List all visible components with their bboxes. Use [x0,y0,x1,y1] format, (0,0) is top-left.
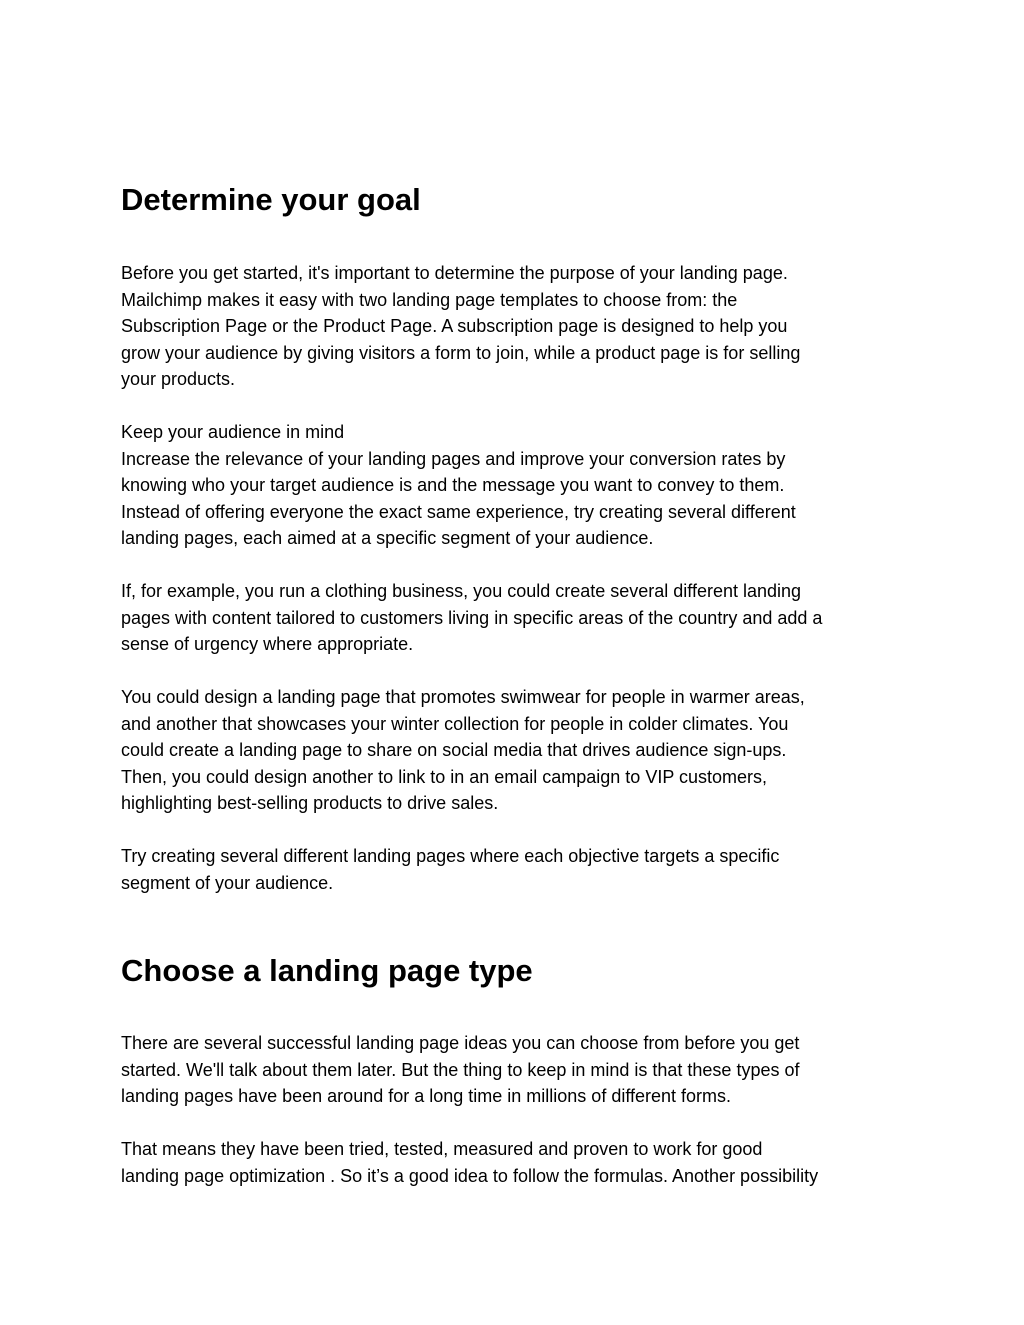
paragraph-tried-tested: That means they have been tried, tested, measured and proven to work for good landing page optimization . So it’s a good idea to follow the formulas. Another possibility [121,1139,819,1186]
paragraph-swimwear-example: You could design a landing page that promotes swimwear for people in warmer areas, and another that showcases your winter collection for people in colder climates. You could create a landing page to share on social media that drives audience sign-ups. Then, you could design another to link to in an email campaign to VIP customers, highlighting best-selling products to drive sales. [121,687,805,813]
heading-choose-landing-page-type: Choose a landing page type [121,953,533,988]
paragraph-purpose: Before you get started, it's important to determine the purpose of your landing page. Mailchimp makes it easy with two landing page templates to choose from: the Subscription Page or the Product Page. A subscription page is designed to help you grow your audience by giving visitors a form to join, while a product page is for selling your products. [121,263,801,389]
paragraph-successful-ideas: There are several successful landing page ideas you can choose from before you get started. We'll talk about them later. But the thing to keep in mind is that these types of landing pages have been around for a long time in millions of different forms. [121,1033,800,1106]
paragraph-clothing-example: If, for example, you run a clothing business, you could create several different landing pages with content tailored to customers living in specific areas of the country and add a sense of urgency where appropriate. [121,581,823,654]
document-content [121,178,911,1189]
paragraph-try-creating: Try creating several different landing pages where each objective targets a specific segment of your audience. [121,846,780,893]
paragraph-audience-in-mind: Keep your audience in mind Increase the relevance of your landing pages and improve your conversion rates by knowing who your target audience is and the message you want to convey to them. Instead of offering everyone the exact same experience, try creating several different landing pages, each aimed at a specific segment of your audience. [121,422,796,548]
heading-determine-your-goal: Determine your goal [121,182,421,217]
